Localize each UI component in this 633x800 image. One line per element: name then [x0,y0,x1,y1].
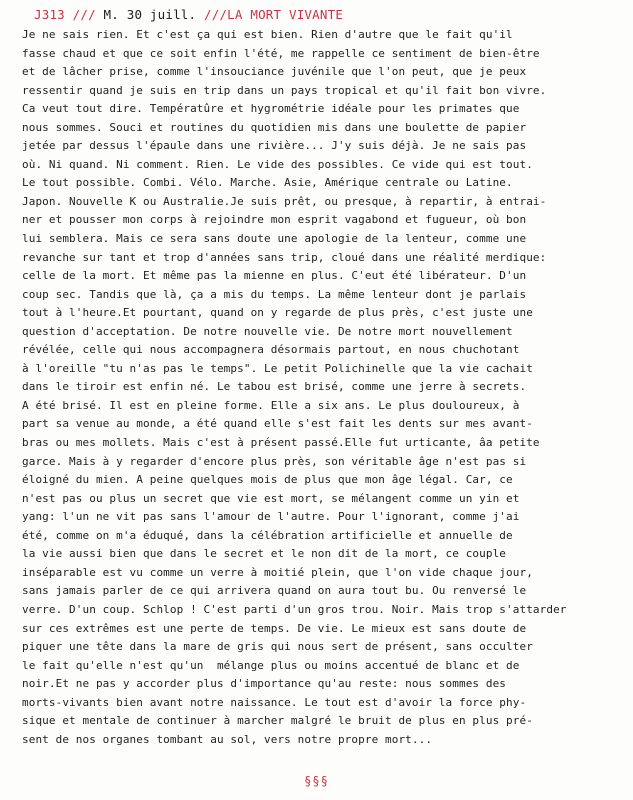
text-line: sans jamais parler de ce qui arrivera quand on aura tout bu. Ou renversé le [22,584,527,598]
text-line: bras ou mes mollets. Mais c'est à présent passé.Elle fut urticante, âa petite [22,436,540,450]
text-line: éloigné du mien. A peine quelques mois de plus que mon âge légal. Car, ce [22,473,513,487]
text-line: inséparable est vu comme un verre à moitié plein, que l'on vide chaque jour, [22,565,533,579]
text-line: jetée par dessus l'épaule dans une rivière... J'y suis déjà. Je ne sais pas [22,139,527,153]
entry-title: LA MORT VIVANTE [227,7,344,22]
entry-date: M. 30 juill. [103,7,197,22]
text-line: question d'acceptation. De notre nouvelle vie. De notre mort nouvellement [22,324,513,338]
text-line: Ca veut tout dire. Températûre et hygrométrie idéale pour les primates que [22,102,520,116]
text-line: fasse chaud et que ce soit enfin l'été, me rappelle ce sentiment de bien-être [22,46,540,60]
text-line: celle de la mort. Et même pas la mienne en plus. C'eut été libérateur. D'un [22,269,527,283]
text-line: piquer une tête dans la mare de gris qui nous sert de présent, sans occulter [22,640,533,654]
text-line: ressentir quand je suis en trip dans un pays tropical et qu'il fait bon vivre. [22,83,547,97]
text-line: le fait qu'elle n'est qu'un mélange plus ou moins accentué de blanc et de [22,658,520,672]
text-line: sur ces extrêmes est une perte de temps. De vie. Le mieux est sans doute de [22,621,527,635]
text-line: revanche sur tant et trop d'années sans trip, cloué dans une réalité merdique: [22,250,547,264]
text-line: part sa venue au monde, a été quand elle s'est fait les dents sur mes avant- [22,417,533,431]
text-line: sique et mentale de continuer à marcher malgré le bruit de plus en plus pré- [22,714,533,728]
text-line: Je ne sais rien. Et c'est ça qui est bien. Rien d'autre que le fait qu'il [22,28,513,41]
text-line: coup sec. Tandis que là, ça a mis du temps. La même lenteur dont je parlais [22,287,527,301]
text-line: dans le tiroir est enfin né. Le tabou est brisé, comme une jerre à secrets. [22,380,527,394]
end-mark: §§§ [304,774,329,788]
text-line: été, comme on m'a éduqué, dans la célébration artificielle et annuelle de [22,528,513,542]
text-line: nous sommes. Souci et routines du quotidien mis dans une boulette de papier [22,120,527,134]
text-line: où. Ni quand. Ni comment. Rien. Le vide des possibles. Ce vide qui est tout. [22,157,533,171]
text-line: révélée, celle qui nous accompagnera désormais partout, en nous chuchotant [22,343,520,357]
header-separator-1: /// [64,7,104,22]
body-text [22,26,627,749]
text-line: à l'oreille "tu n'as pas le temps". Le petit Polichinelle que la vie cachait [22,361,533,375]
text-line: et de lâcher prise, comme l'insouciance juvénile que l'on peut, que je peux [22,65,527,79]
text-line: noir.Et ne pas y accorder plus d'importance qu'au reste: nous sommes des [22,677,507,691]
text-line: garce. Mais à y regarder d'encore plus près, son véritable âge n'est pas si [22,454,527,468]
text-line: la vie aussi bien que dans le secret et le non dit de la mort, ce couple [22,547,507,561]
text-line: n'est pas ou plus un secret que vie est mort, se mélangent comme un yin et [22,491,520,505]
text-line: tout à l'heure.Et pourtant, quand on y regarde de plus près, c'est juste une [22,306,533,320]
text-line: lui semblera. Mais ce sera sans doute une apologie de la lenteur, comme une [22,232,527,246]
text-line: sent de nos organes tombant au sol, vers notre propre mort... [22,732,433,746]
text-line: Le tout possible. Combi. Vélo. Marche. Asie, Amérique centrale ou Latine. [22,176,513,190]
text-line: Japon. Nouvelle K ou Australie.Je suis prêt, ou presque, à repartir, à entrai- [22,194,547,208]
text-line: ner et pousser mon corps à rejoindre mon esprit vagabond et fugueur, où bon [22,213,527,227]
text-line: yang: l'un ne vit pas sans l'amour de l'autre. Pour l'ignorant, comme j'ai [22,510,520,524]
document-number: J313 [34,7,65,22]
page-header [34,6,343,24]
text-line: morts-vivants bien avant notre naissance. Le tout est d'avoir la force phy- [22,695,527,709]
header-separator-2: /// [196,7,228,22]
text-line: A été brisé. Il est en pleine forme. Elle a six ans. Le plus douloureux, à [22,398,520,412]
text-line: verre. D'un coup. Schlop ! C'est parti d'un gros trou. Noir. Mais trop s'attarder [22,602,567,616]
